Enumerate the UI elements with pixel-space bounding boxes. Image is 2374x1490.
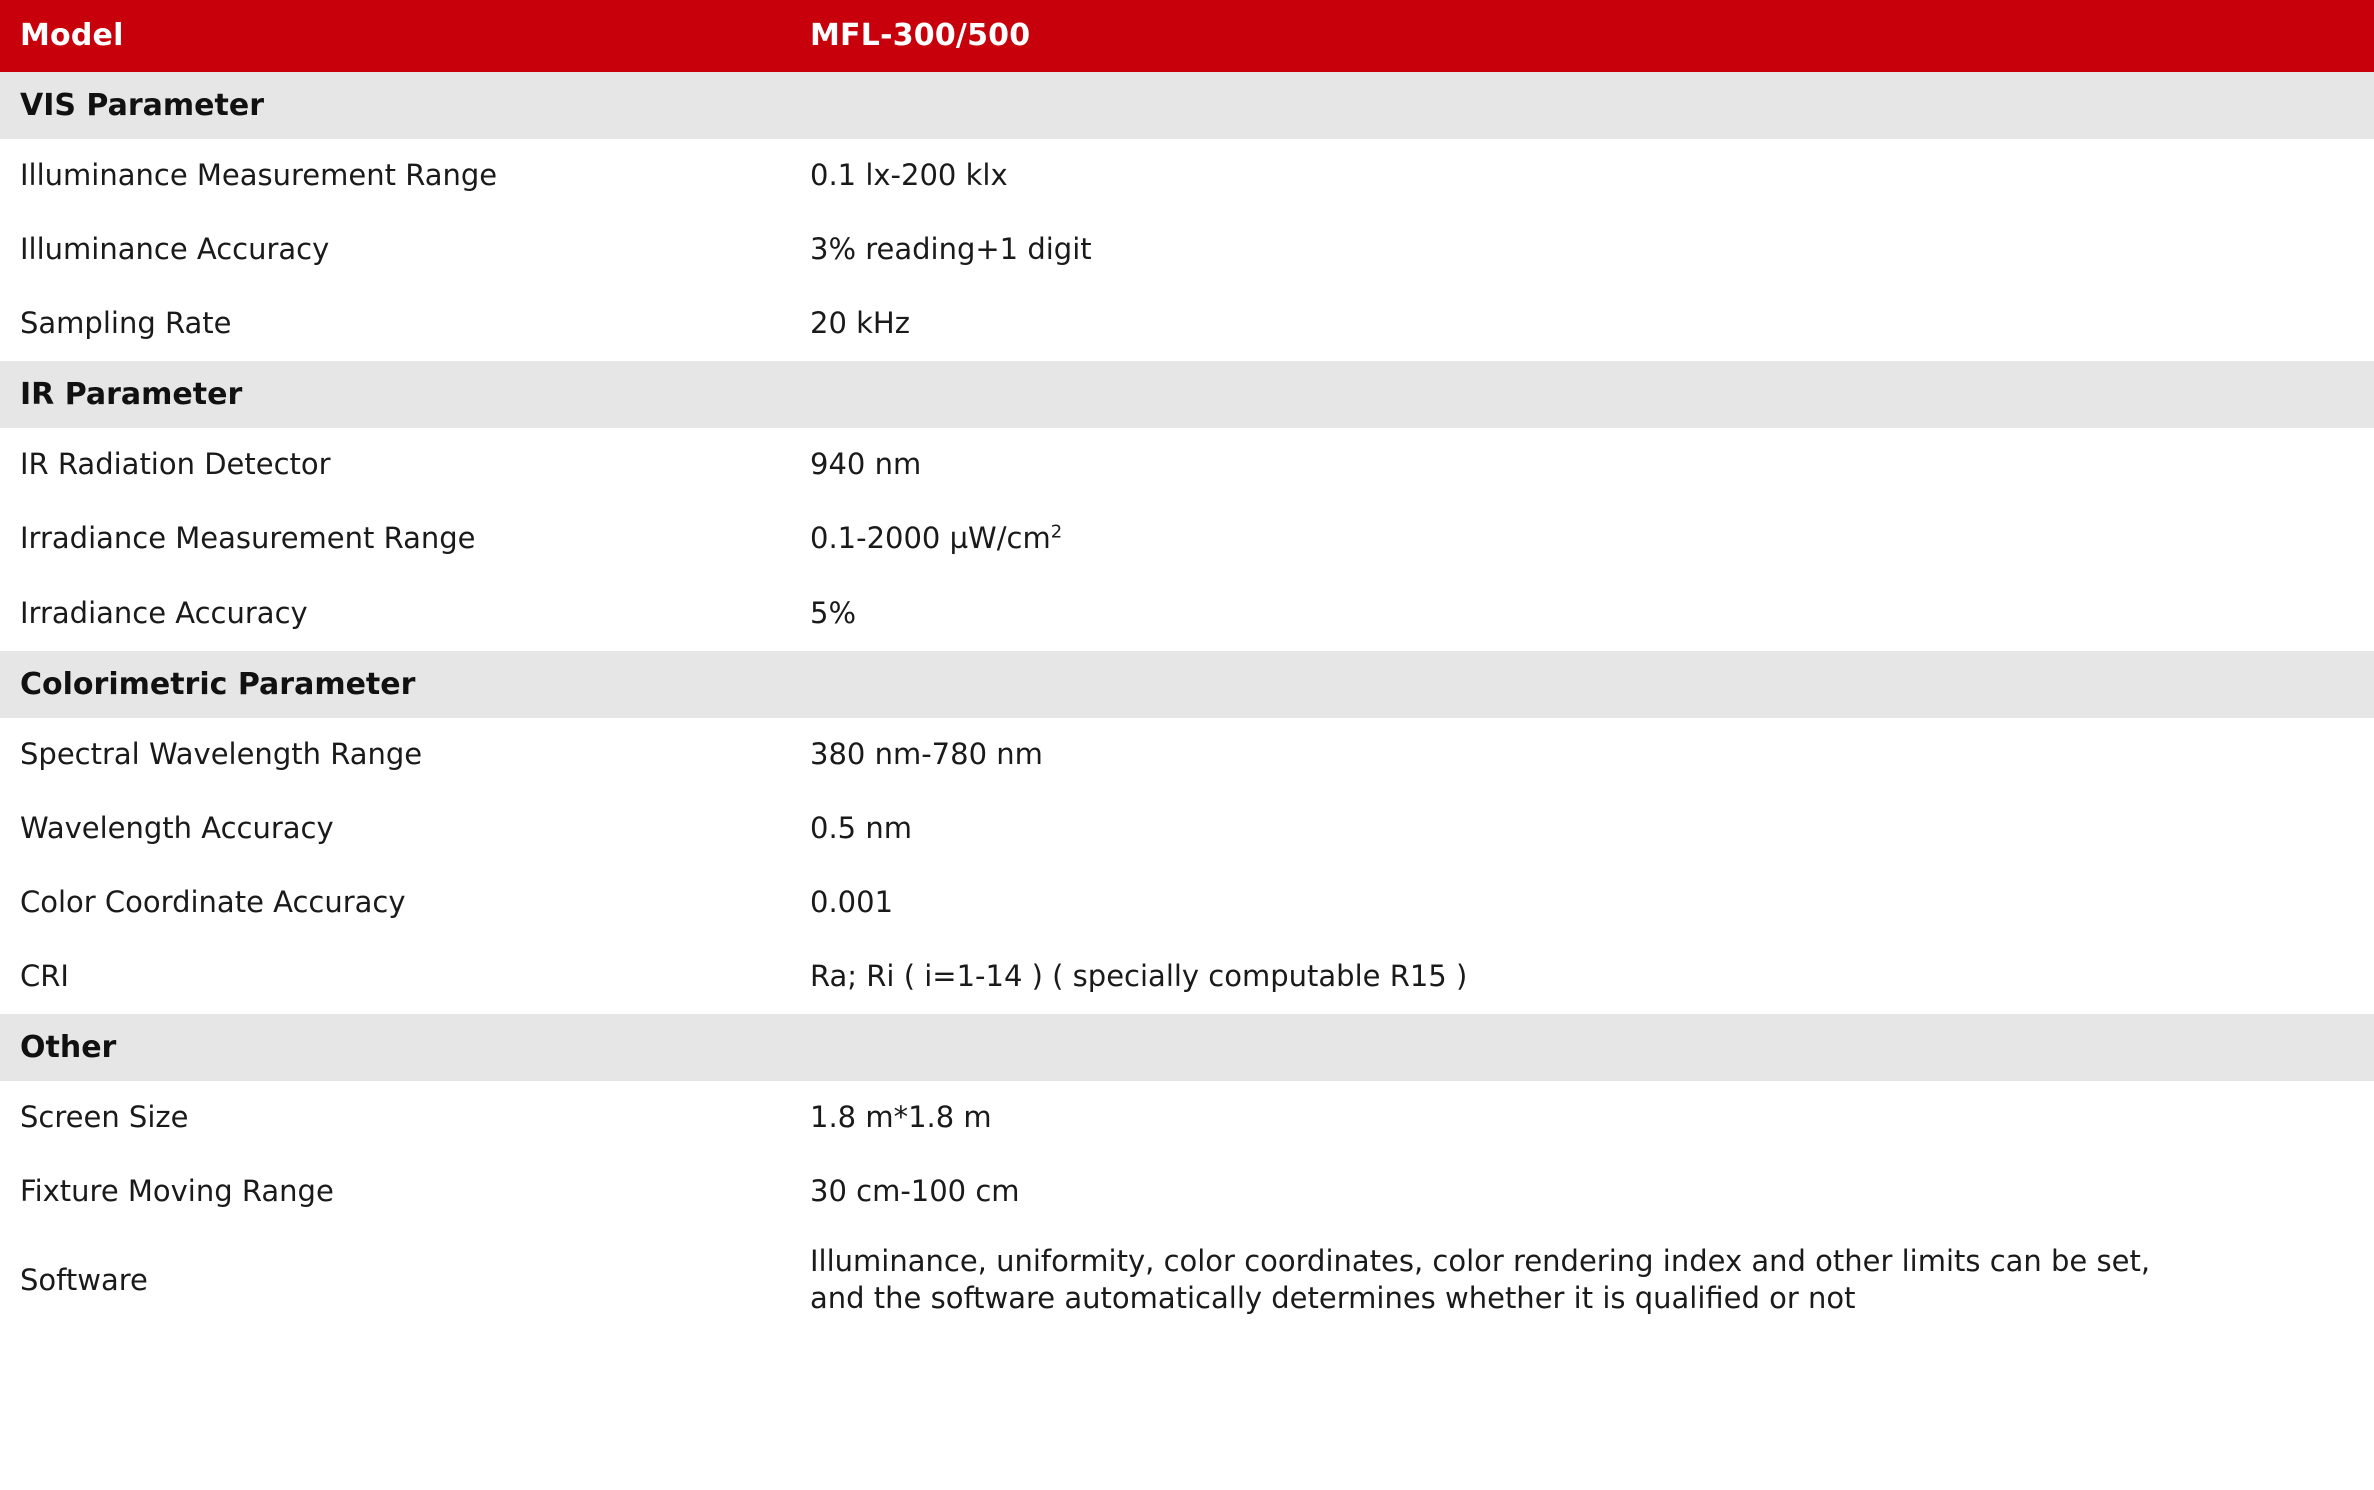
section-header-vis <box>0 72 2374 139</box>
row-value: 20 kHz <box>790 287 2374 361</box>
section-spacer <box>790 651 2374 718</box>
header-label: Model <box>0 0 790 72</box>
table-row <box>0 1155 2374 1229</box>
row-label: Color Coordinate Accuracy <box>0 866 790 940</box>
row-value: 0.1 lx-200 klx <box>790 139 2374 213</box>
row-value-text: 0.1-2000 µW/cm <box>810 521 1051 556</box>
table-row <box>0 287 2374 361</box>
row-label: Fixture Moving Range <box>0 1155 790 1229</box>
table-header-row <box>0 0 2374 72</box>
row-value-line-2: and the software automatically determines whether it is qualified or not <box>810 1281 1856 1316</box>
row-label: Irradiance Measurement Range <box>0 502 790 576</box>
table-row <box>0 213 2374 287</box>
row-label: Spectral Wavelength Range <box>0 718 790 792</box>
row-value: 5% <box>790 577 2374 651</box>
section-spacer <box>790 361 2374 428</box>
row-label: Software <box>0 1229 790 1332</box>
row-label: Wavelength Accuracy <box>0 792 790 866</box>
table-row <box>0 940 2374 1014</box>
row-value-line-1: Illuminance, uniformity, color coordinates, color rendering index and other limits can be set, <box>810 1244 2151 1279</box>
row-value: 0.5 nm <box>790 792 2374 866</box>
section-title: VIS Parameter <box>0 72 790 139</box>
table-row <box>0 428 2374 502</box>
row-label: IR Radiation Detector <box>0 428 790 502</box>
row-label: Screen Size <box>0 1081 790 1155</box>
row-value: Ra; Ri ( i=1-14 ) ( specially computable R15 ) <box>790 940 2374 1014</box>
row-label: Sampling Rate <box>0 287 790 361</box>
section-header-ir <box>0 361 2374 428</box>
section-title: Other <box>0 1014 790 1081</box>
row-value: 380 nm-780 nm <box>790 718 2374 792</box>
table-row <box>0 1081 2374 1155</box>
section-spacer <box>790 72 2374 139</box>
row-value <box>790 502 2374 576</box>
row-value: 940 nm <box>790 428 2374 502</box>
section-header-other <box>0 1014 2374 1081</box>
row-value-superscript: 2 <box>1050 521 1063 543</box>
table-row <box>0 866 2374 940</box>
section-title: Colorimetric Parameter <box>0 651 790 718</box>
section-header-colorimetric <box>0 651 2374 718</box>
row-label: CRI <box>0 940 790 1014</box>
table-row <box>0 502 2374 576</box>
row-value: 0.001 <box>790 866 2374 940</box>
header-value: MFL-300/500 <box>790 0 2374 72</box>
section-spacer <box>790 1014 2374 1081</box>
row-label: Irradiance Accuracy <box>0 577 790 651</box>
table-row <box>0 718 2374 792</box>
section-title: IR Parameter <box>0 361 790 428</box>
row-label: Illuminance Measurement Range <box>0 139 790 213</box>
row-value: 3% reading+1 digit <box>790 213 2374 287</box>
row-label: Illuminance Accuracy <box>0 213 790 287</box>
table-row <box>0 792 2374 866</box>
row-value: 1.8 m*1.8 m <box>790 1081 2374 1155</box>
table-row <box>0 139 2374 213</box>
row-value: 30 cm-100 cm <box>790 1155 2374 1229</box>
table-row <box>0 1229 2374 1332</box>
table-row <box>0 577 2374 651</box>
row-value <box>790 1229 2374 1332</box>
